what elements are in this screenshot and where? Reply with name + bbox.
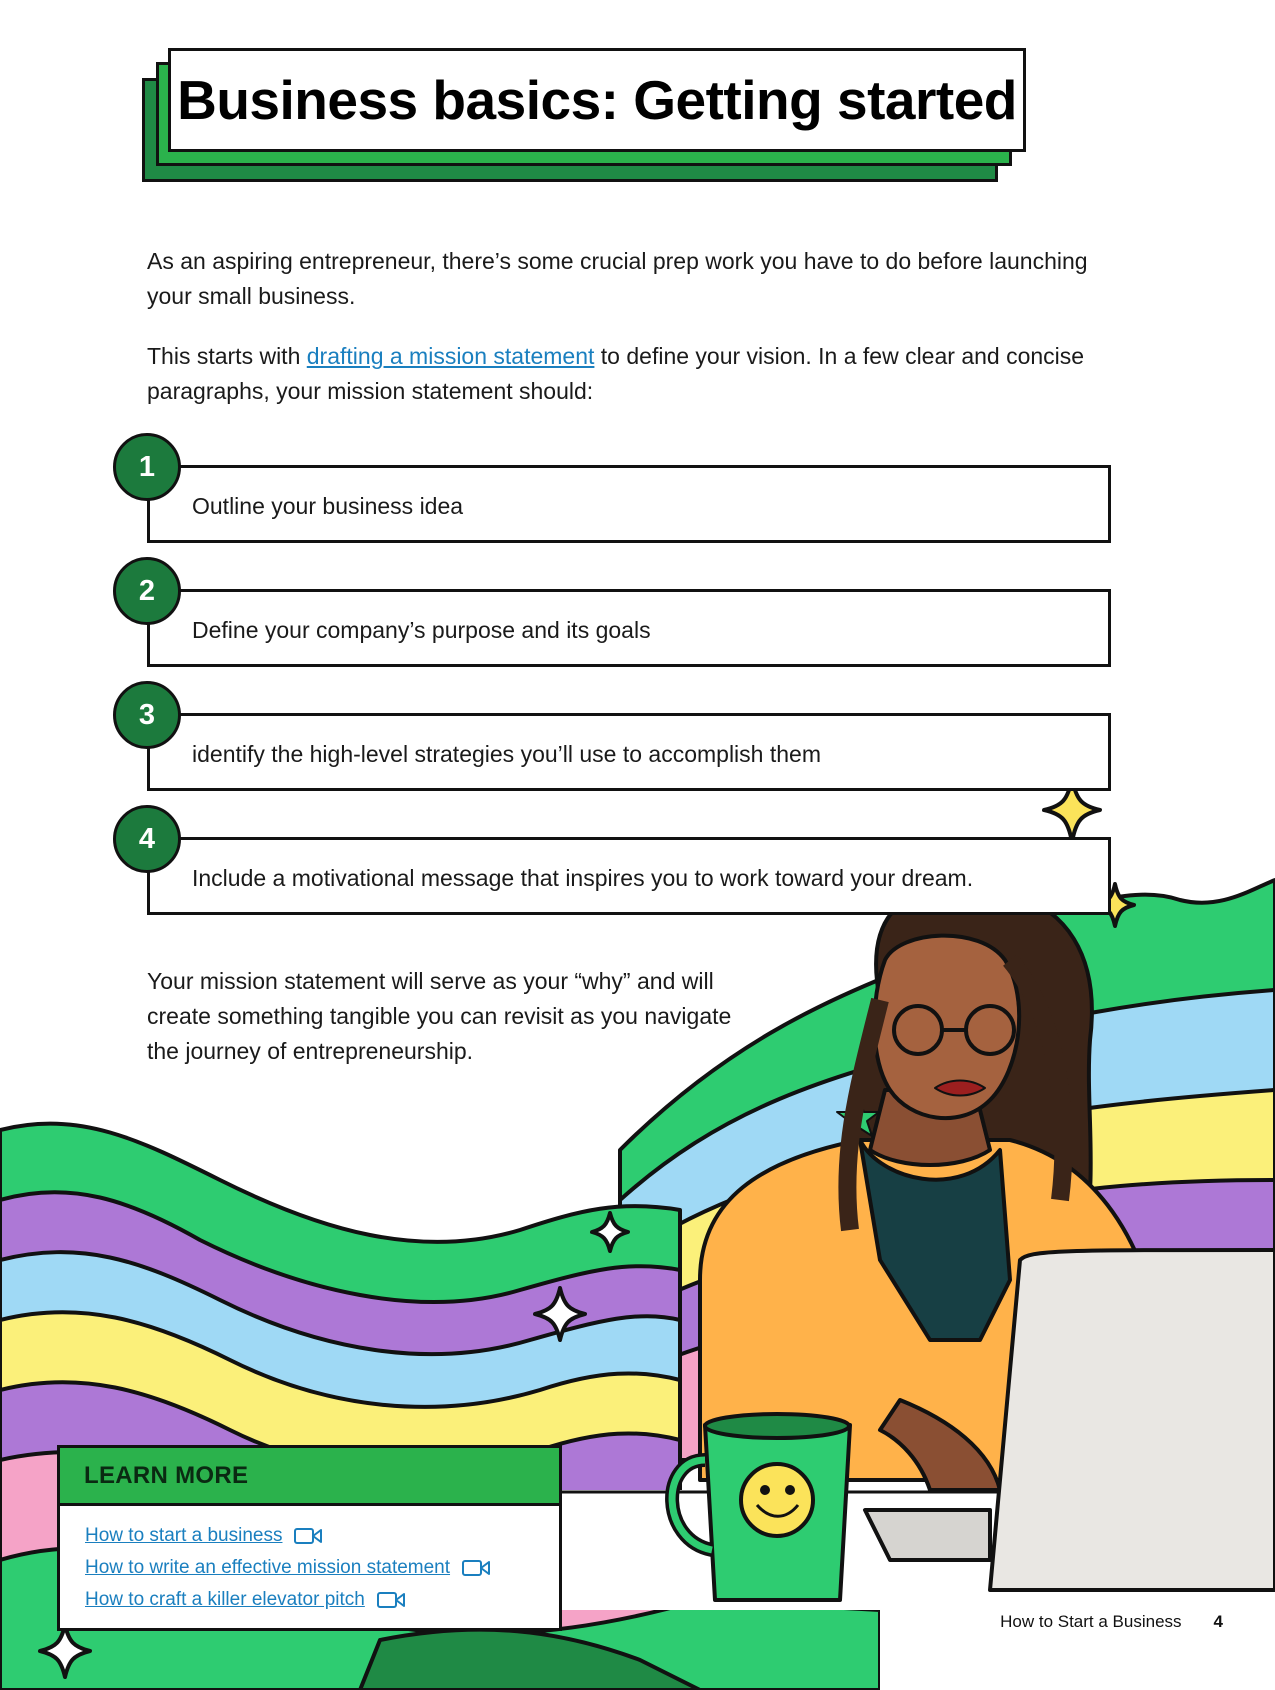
closing-paragraph: Your mission statement will serve as your “why” and will create something tangible you can revisit as you navigate the journey of entrepreneurship. <box>147 968 732 1064</box>
title-banner <box>168 48 1026 152</box>
page-footer <box>1000 1612 1223 1632</box>
footer-doc-title: How to Start a Business <box>1000 1612 1182 1631</box>
learn-more-header <box>60 1448 559 1506</box>
step-item <box>147 837 1111 915</box>
list-item <box>85 1520 559 1552</box>
page-title: Business basics: Getting started <box>177 69 1017 131</box>
mission-text-before: This starts with <box>147 343 307 369</box>
learn-link-start-business[interactable]: How to start a business <box>85 1525 283 1546</box>
step-item <box>147 465 1111 543</box>
mission-paragraph <box>147 339 1117 409</box>
step-text: identify the high-level strategies you’ll use to accomplish them <box>192 741 821 767</box>
smiley <box>741 1464 813 1536</box>
learn-link-elevator-pitch[interactable]: How to craft a killer elevator pitch <box>85 1589 365 1610</box>
step-number-badge: 3 <box>113 681 181 749</box>
step-item <box>147 713 1111 791</box>
step-number-badge: 2 <box>113 557 181 625</box>
video-icon <box>377 1591 405 1609</box>
video-icon <box>294 1527 322 1545</box>
step-item <box>147 589 1111 667</box>
step-text: Define your company’s purpose and its goals <box>192 617 651 643</box>
learn-link-mission-statement[interactable]: How to write an effective mission statement <box>85 1557 451 1578</box>
list-item <box>85 1552 559 1584</box>
learn-more-heading: LEARN MORE <box>84 1461 249 1489</box>
mission-statement-link[interactable]: drafting a mission statement <box>306 343 595 369</box>
page-number: 4 <box>1213 1612 1223 1631</box>
step-number-badge: 4 <box>113 805 181 873</box>
intro-paragraph: As an aspiring entrepreneur, there’s some crucial prep work you have to do before launching your small business. <box>147 248 1088 309</box>
learn-more-box <box>57 1445 562 1631</box>
step-text: Outline your business idea <box>192 493 464 519</box>
step-text: Include a motivational message that inspires you to work toward your dream. <box>192 865 974 891</box>
mission-text-after: to define your vision. In a few clear and concise paragraphs, your mission statement should: <box>147 343 1085 404</box>
laptop <box>990 1250 1275 1590</box>
step-number-badge: 1 <box>113 433 181 501</box>
list-item <box>85 1584 559 1616</box>
learn-more-links <box>60 1506 559 1616</box>
video-icon <box>462 1559 490 1577</box>
